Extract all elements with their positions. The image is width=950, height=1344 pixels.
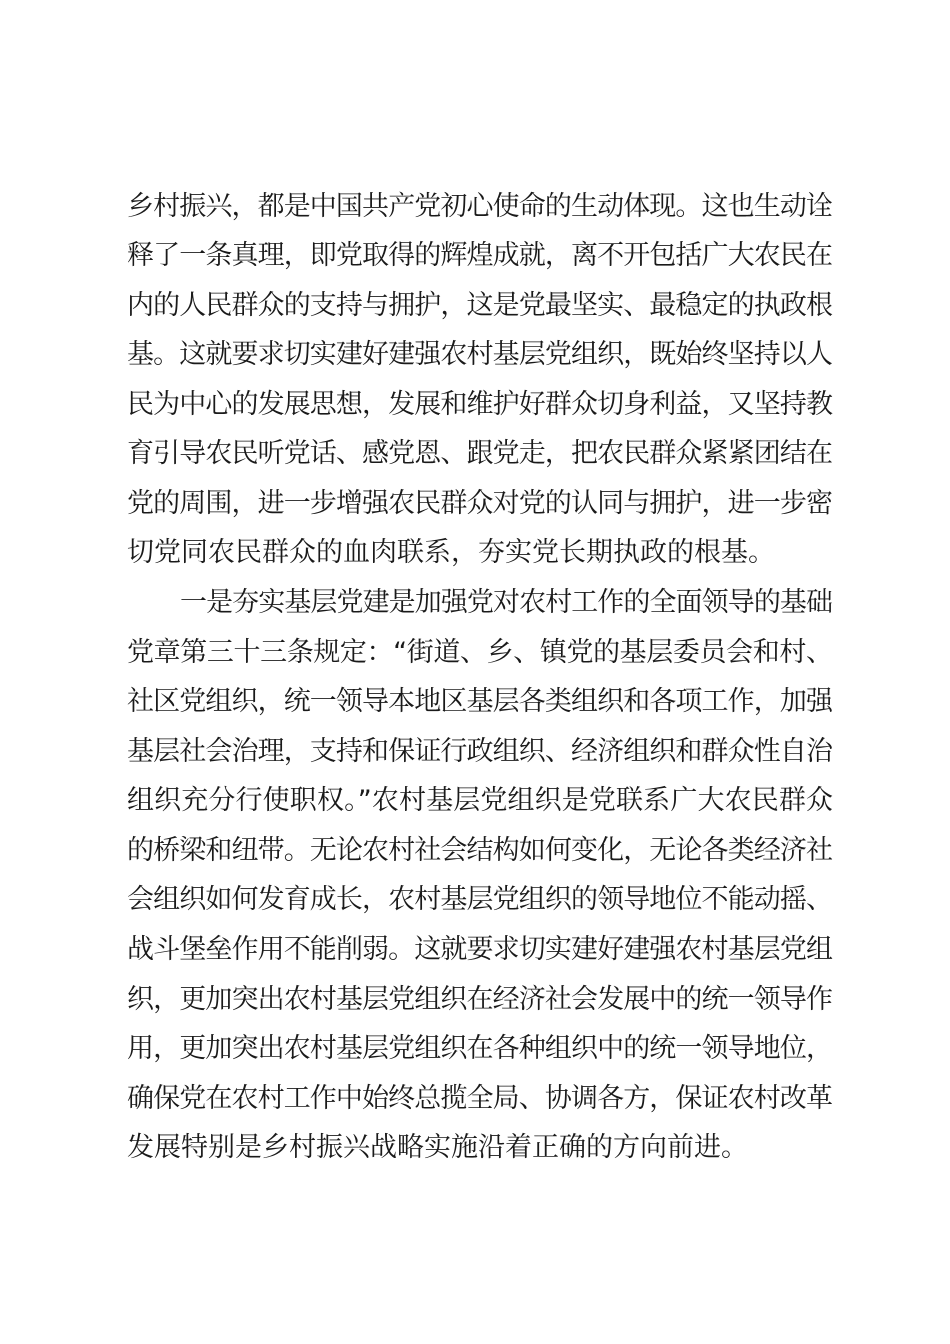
text-line: 会组织如何发育成长，农村基层党组织的领导地位不能动摇、 <box>127 884 833 915</box>
text-line: 内的人民群众的支持与拥护，这是党最坚实、最稳定的执政根 <box>127 290 833 321</box>
text-line: 战斗堡垒作用不能削弱。这就要求切实建好建强农村基层党组 <box>127 934 833 965</box>
text-line: 乡村振兴，都是中国共产党初心使命的生动体现。这也生动诠 <box>127 191 833 222</box>
text-line: 织，更加突出农村基层党组织在经济社会发展中的统一领导作 <box>127 984 833 1015</box>
text-line: 的桥梁和纽带。无论农村社会结构如何变化，无论各类经济社 <box>127 835 833 866</box>
text-line: 确保党在农村工作中始终总揽全局、协调各方，保证农村改革 <box>127 1083 833 1114</box>
section-heading-line: 一是夯实基层党建是加强党对农村工作的全面领导的基础 <box>180 587 833 618</box>
text-line: 用，更加突出农村基层党组织在各种组织中的统一领导地位， <box>127 1033 833 1064</box>
text-line: 基。这就要求切实建好建强农村基层党组织，既始终坚持以人 <box>127 339 833 370</box>
text-line: 切党同农民群众的血肉联系，夯实党长期执政的根基。 <box>127 537 775 568</box>
text-line: 社区党组织，统一领导本地区基层各类组织和各项工作，加强 <box>127 686 833 717</box>
text-line: 党章第三十三条规定：“街道、乡、镇党的基层委员会和村、 <box>127 637 833 668</box>
text-line: 育引导农民听党话、感党恩、跟党走，把农民群众紧紧团结在 <box>127 438 833 469</box>
text-line: 组织充分行使职权。”农村基层党组织是党联系广大农民群众 <box>127 785 834 816</box>
text-line: 发展特别是乡村振兴战略实施沿着正确的方向前进。 <box>127 1132 748 1163</box>
text-line: 释了一条真理，即党取得的辉煌成就，离不开包括广大农民在 <box>127 240 833 271</box>
text-line: 基层社会治理，支持和保证行政组织、经济组织和群众性自治 <box>127 736 833 767</box>
text-line: 民为中心的发展思想，发展和维护好群众切身利益，又坚持教 <box>127 389 833 420</box>
text-line: 党的周围，进一步增强农民群众对党的认同与拥护，进一步密 <box>127 488 833 519</box>
